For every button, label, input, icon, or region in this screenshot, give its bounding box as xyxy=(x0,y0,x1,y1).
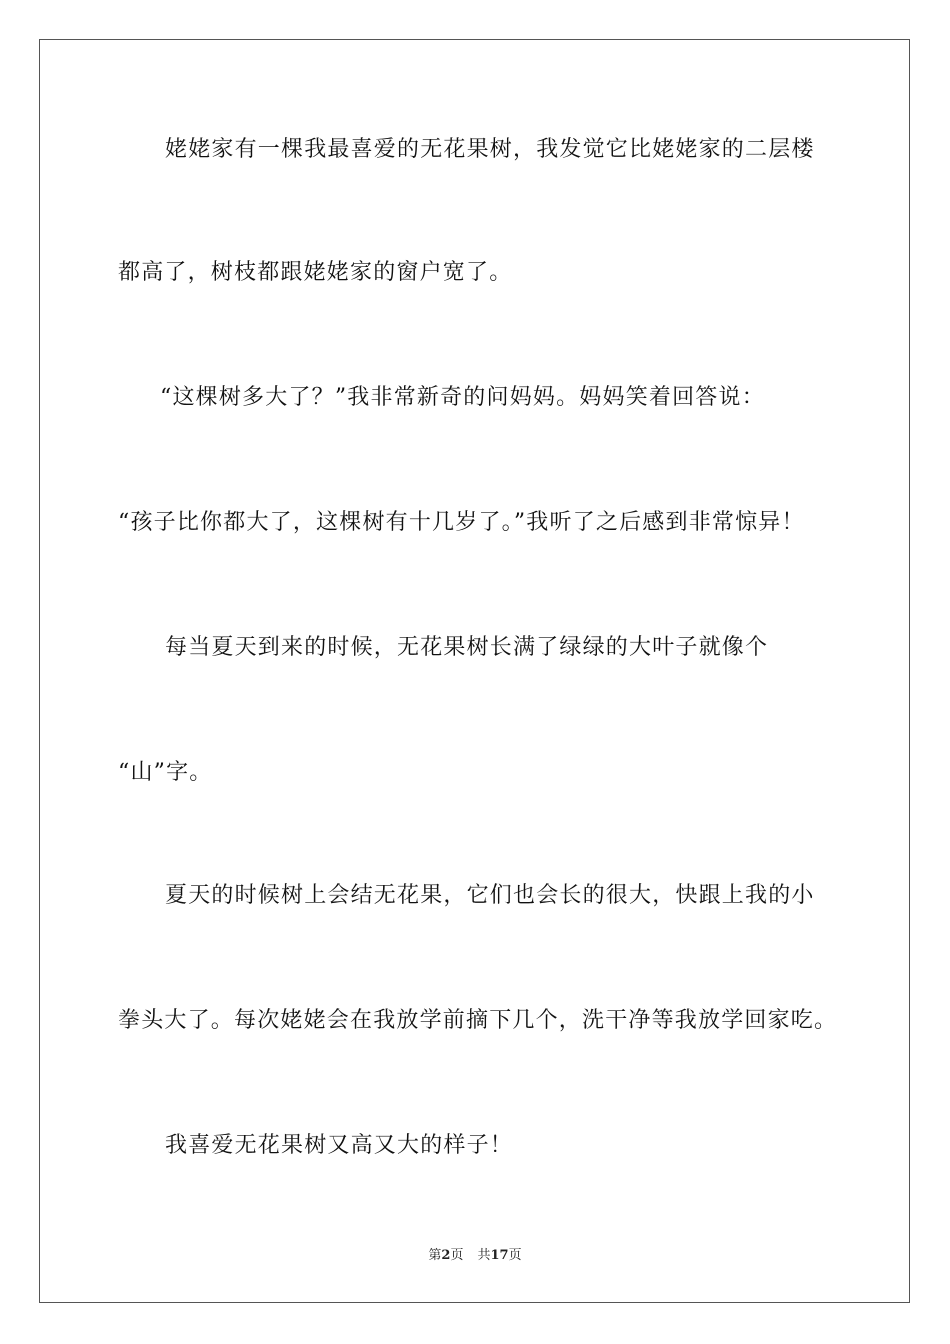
page-border xyxy=(39,39,910,1303)
footer-page-number: 2 xyxy=(441,1248,451,1263)
paragraph-2-line-2: “孩子比你都大了，这棵树有十几岁了。”我听了之后感到非常惊异！ xyxy=(118,510,805,535)
paragraph-3-line-1: 每当夏天到来的时候，无花果树长满了绿绿的大叶子就像个 xyxy=(165,635,769,660)
paragraph-1-line-2: 都高了，树枝都跟姥姥家的窗户宽了。 xyxy=(118,260,513,285)
footer-total-prefix: 共 xyxy=(477,1248,491,1263)
paragraph-3-line-2: “山”字。 xyxy=(118,760,213,785)
paragraph-2-line-1: “这棵树多大了？”我非常新奇的问妈妈。妈妈笑着回答说： xyxy=(160,385,765,410)
footer-page-suffix: 页 xyxy=(450,1248,464,1263)
footer-total-pages: 17 xyxy=(490,1248,509,1263)
paragraph-1-line-1: 姥姥家有一棵我最喜爱的无花果树，我发觉它比姥姥家的二层楼 xyxy=(165,137,815,162)
footer-page-prefix: 第 xyxy=(428,1248,442,1263)
paragraph-4-line-2: 拳头大了。每次姥姥会在我放学前摘下几个，洗干净等我放学回家吃。 xyxy=(118,1008,838,1033)
paragraph-4-line-1: 夏天的时候树上会结无花果，它们也会长的很大，快跟上我的小 xyxy=(165,883,815,908)
footer-total-suffix: 页 xyxy=(508,1248,522,1263)
paragraph-5-line-1: 我喜爱无花果树又高又大的样子！ xyxy=(165,1133,514,1158)
page-footer xyxy=(0,1248,950,1264)
